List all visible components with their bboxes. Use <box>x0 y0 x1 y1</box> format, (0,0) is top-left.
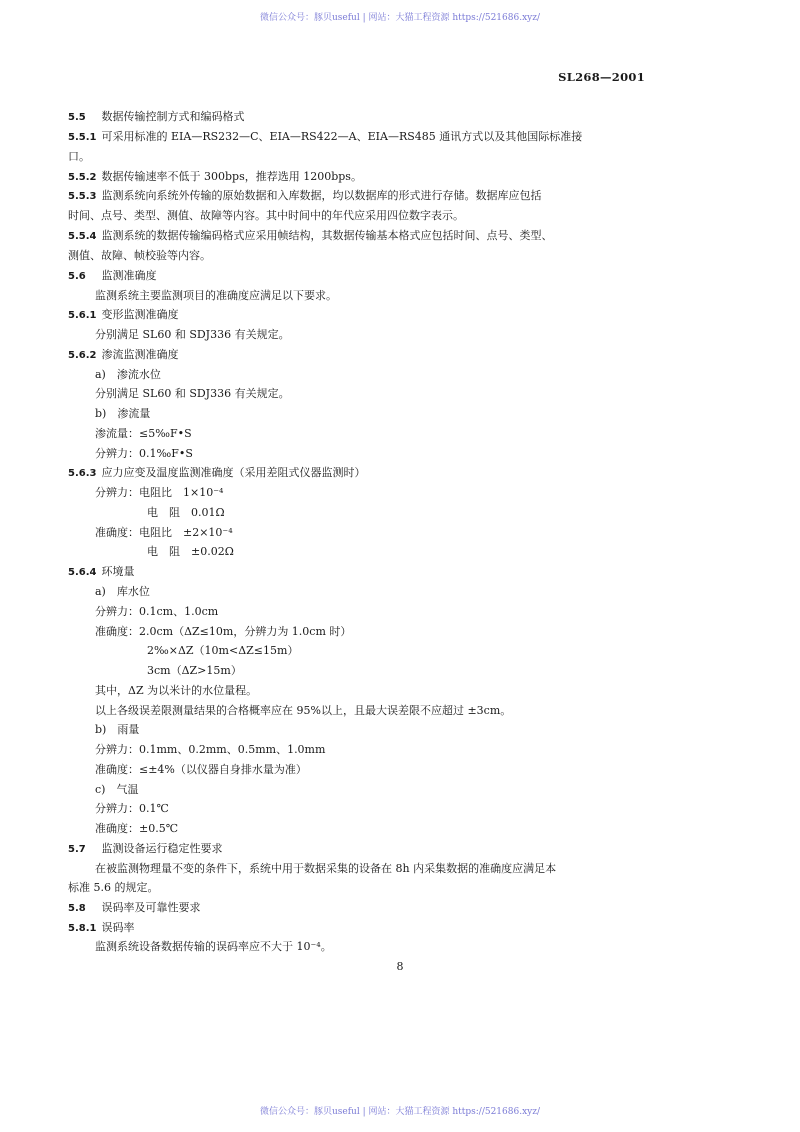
spec-line: 准确度：2.0cm（ΔZ≤10m，分辨力为 1.0cm 时） <box>95 625 352 638</box>
clause <box>68 229 668 244</box>
clause-text: 监测系统的数据传输编码格式应采用帧结构，其数据传输基本格式应包括时间、点号、类型、 <box>101 229 553 242</box>
paragraph: 以上各级误差限测量结果的合格概率应在 95%以上，且最大误差限不应超过 ±3cm。 <box>95 704 512 717</box>
list-item: a) 渗流水位 <box>95 368 161 381</box>
clause <box>68 348 668 363</box>
paragraph: 监测系统设备数据传输的误码率应不大于 10⁻⁴。 <box>95 940 332 953</box>
clause-text: 应力应变及温度监测准确度（采用差阻式仪器监测时） <box>101 466 366 479</box>
paragraph: 其中，ΔZ 为以米计的水位量程。 <box>95 684 258 697</box>
clause-continuation: 测值、故障、帧校验等内容。 <box>68 249 211 262</box>
clause-number: 5.5.1 <box>68 132 97 143</box>
clause-text: 变形监测准确度 <box>101 308 179 321</box>
paragraph: 监测系统主要监测项目的准确度应满足以下要求。 <box>95 289 337 302</box>
section-title: 监测设备运行稳定性要求 <box>101 842 223 855</box>
list-item: a) 库水位 <box>95 585 150 598</box>
spec-line: 分辨力：0.1mm、0.2mm、0.5mm、1.0mm <box>95 743 326 756</box>
clause-text: 可采用标准的 EIA—RS232—C、EIA—RS422—A、EIA—RS485 通讯方式以及其他国际标准接 <box>101 130 583 143</box>
clause-text: 环境量 <box>101 565 135 578</box>
spec-line: 电 阻 ±0.02Ω <box>147 545 234 558</box>
clause-number: 5.6.4 <box>68 567 97 578</box>
clause-continuation: 时间、点号、类型、测值、故障等内容。其中时间中的年代应采用四位数字表示。 <box>68 209 464 222</box>
spec-line: 3cm（ΔZ>15m） <box>147 664 242 677</box>
clause-number: 5.6.3 <box>68 468 97 479</box>
clause <box>68 565 668 580</box>
clause-text: 监测系统向系统外传输的原始数据和入库数据，均以数据库的形式进行存储。数据库应包括 <box>101 189 542 202</box>
section-number: 5.6 <box>68 271 86 282</box>
paragraph: 分别满足 SL60 和 SDJ336 有关规定。 <box>95 328 290 341</box>
clause <box>68 466 668 481</box>
spec-line: 准确度：电阻比 ±2×10⁻⁴ <box>95 526 233 539</box>
clause <box>68 189 668 204</box>
section-heading <box>68 842 668 857</box>
section-title: 监测准确度 <box>101 269 157 282</box>
spec-line: 分辨力：0.1℃ <box>95 802 169 815</box>
clause-text: 数据传输速率不低于 300bps，推荐选用 1200bps。 <box>101 170 362 183</box>
section-heading <box>68 110 668 125</box>
clause-continuation: 口。 <box>68 150 90 163</box>
list-item: b) 渗流量 <box>95 407 151 420</box>
spec-line: 准确度：≤±4%（以仪器自身排水量为准） <box>95 763 307 776</box>
spec-line: 2‰×ΔZ（10m<ΔZ≤15m） <box>147 644 299 657</box>
clause <box>68 170 668 185</box>
page-number: 8 <box>396 960 404 973</box>
section-number: 5.7 <box>68 844 86 855</box>
section-title: 数据传输控制方式和编码格式 <box>101 110 245 123</box>
clause <box>68 130 668 145</box>
paragraph: 在被监测物理量不变的条件下，系统中用于数据采集的设备在 8h 内采集数据的准确度应满足本 <box>95 862 557 875</box>
clause-number: 5.5.3 <box>68 191 97 202</box>
clause-number: 5.5.2 <box>68 172 97 183</box>
document-number: SL268—2001 <box>558 70 645 84</box>
list-item: b) 雨量 <box>95 723 140 736</box>
spec-line: 分辨力：0.1cm、1.0cm <box>95 605 219 618</box>
section-title: 误码率及可靠性要求 <box>101 901 201 914</box>
spec-line: 准确度：±0.5℃ <box>95 822 179 835</box>
clause <box>68 921 668 936</box>
clause-number: 5.6.1 <box>68 310 97 321</box>
clause <box>68 308 668 323</box>
section-number: 5.5 <box>68 112 86 123</box>
clause-number: 5.5.4 <box>68 231 97 242</box>
section-heading <box>68 269 668 284</box>
spec-line: 渗流量：≤5‰F•S <box>95 427 192 440</box>
clause-number: 5.6.2 <box>68 350 97 361</box>
section-number: 5.8 <box>68 903 86 914</box>
clause-text: 渗流监测准确度 <box>101 348 179 361</box>
clause-text: 误码率 <box>101 921 135 934</box>
list-item: c) 气温 <box>95 783 139 796</box>
spec-line: 分辨力：电阻比 1×10⁻⁴ <box>95 486 224 499</box>
paragraph: 分别满足 SL60 和 SDJ336 有关规定。 <box>95 387 290 400</box>
clause-number: 5.8.1 <box>68 923 97 934</box>
section-heading <box>68 901 668 916</box>
spec-line: 电 阻 0.01Ω <box>147 506 225 519</box>
spec-line: 分辨力：0.1‰F•S <box>95 447 193 460</box>
watermark-top: 微信公众号：豚贝useful | 网站：大猫工程资源 https://521686.xyz/ <box>259 13 541 23</box>
watermark-bottom: 微信公众号：豚贝useful | 网站：大猫工程资源 https://521686.xyz/ <box>259 1107 541 1117</box>
paragraph-continuation: 标准 5.6 的规定。 <box>68 881 159 894</box>
